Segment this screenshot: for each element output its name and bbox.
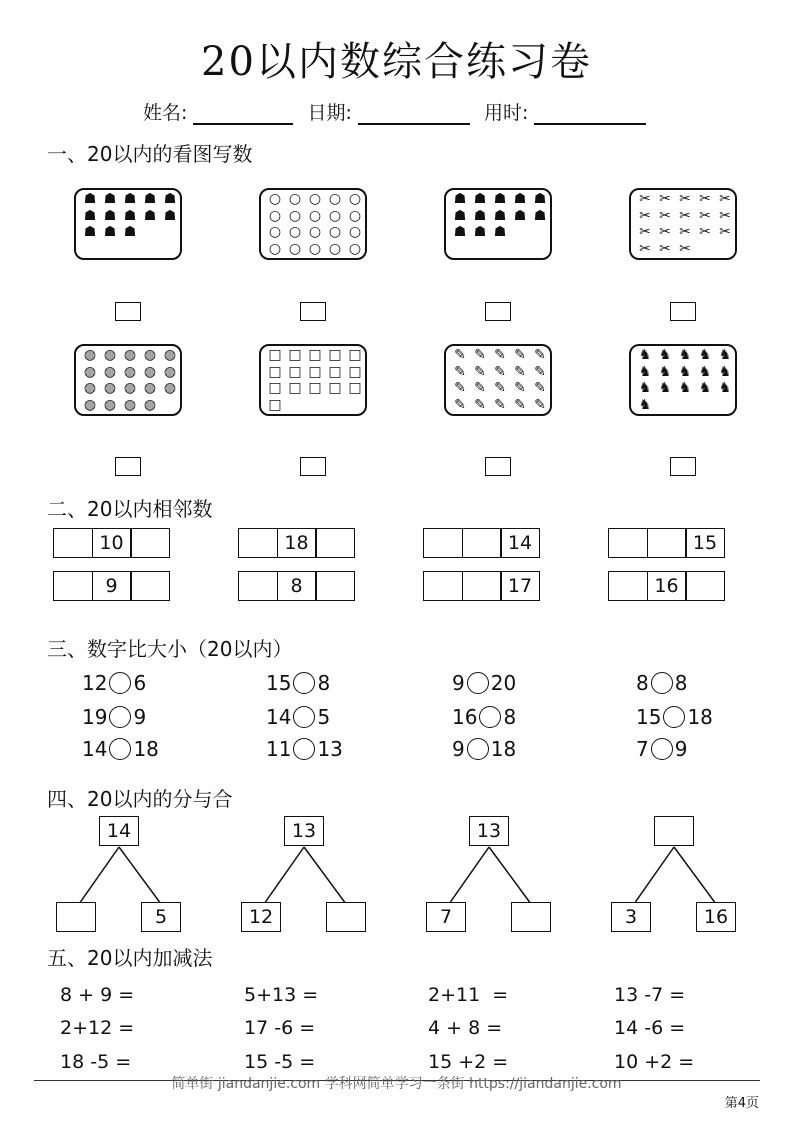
tree-top-box: 13 [469,816,509,846]
volleyball-icon: ◍ [123,380,137,396]
left-number: 14 [82,737,108,761]
picture-frame [259,188,367,260]
curling-stone-icon: ☗ [83,224,97,240]
square-icon: □ [288,347,302,363]
pencil-icon: ✎ [534,347,546,363]
curling-stone-icon: ☗ [453,224,467,240]
scissors-icon: ✂ [699,207,711,224]
tree-left-box: 7 [426,902,466,932]
blank-cell[interactable] [423,528,463,558]
equation: 14 -6 = [614,1017,686,1039]
chess-knight-icon: ♞ [678,380,692,396]
neighbor-strip [53,571,170,601]
pencil-icon: ✎ [454,347,466,363]
number-cell: 8 [277,571,317,601]
curling-stone-icon: ☗ [453,207,467,224]
chess-knight-icon: ♞ [698,380,712,396]
square-icon: □ [268,363,282,380]
picture-frame [74,344,182,416]
apple-icon: ○ [348,207,362,224]
compare-item [82,705,146,729]
square-icon: □ [288,363,302,380]
compare-circle[interactable] [293,706,315,728]
curling-stone-icon: ☗ [123,224,137,240]
apple-icon: ○ [348,191,362,207]
right-number: 18 [687,705,713,729]
compare-circle[interactable] [109,738,131,760]
pencil-icon: ✎ [474,380,486,396]
volleyball-icon: ◍ [143,380,157,396]
number-cell: 15 [685,528,725,558]
scissors-icon: ✂ [719,207,731,224]
right-number: 5 [317,705,331,729]
picture-frame [629,344,737,416]
chess-knight-icon: ♞ [638,380,652,396]
volleyball-icon: ◍ [103,347,117,363]
curling-stone-icon: ☗ [513,191,527,207]
number-cell: 9 [92,571,132,601]
compare-item [82,737,159,761]
picture-frame [444,344,552,416]
equation: 18 -5 = [60,1051,132,1073]
left-number: 15 [266,671,292,695]
blank-cell[interactable] [608,528,648,558]
curling-stone-icon: ☗ [103,207,117,224]
pencil-icon: ✎ [534,396,546,413]
equation: 2+11 = [428,984,509,1006]
compare-circle[interactable] [293,672,315,694]
left-number: 7 [636,737,649,761]
square-icon: □ [288,380,302,396]
pencil-icon: ✎ [494,380,506,396]
compare-item [636,705,713,729]
pencil-icon: ✎ [514,347,526,363]
compare-circle[interactable] [467,738,489,760]
scissors-icon: ✂ [639,191,651,207]
left-number: 12 [82,671,108,695]
neighbor-strip [423,528,540,558]
chess-knight-icon: ♞ [638,347,652,363]
answer-box[interactable] [115,302,141,321]
curling-stone-icon: ☗ [143,207,157,224]
compare-item [266,737,343,761]
pencil-icon: ✎ [494,347,506,363]
answer-box[interactable] [670,457,696,476]
pencil-icon: ✎ [534,363,546,380]
pencil-icon: ✎ [454,396,466,413]
square-icon: □ [308,363,322,380]
blank-cell[interactable] [130,571,170,601]
volleyball-icon: ◍ [143,396,157,413]
apple-icon: ○ [328,207,342,224]
picture-frame [259,344,367,416]
volleyball-icon: ◍ [163,363,177,380]
chess-knight-icon: ♞ [658,363,672,380]
right-number: 18 [133,737,159,761]
number-cell: 18 [277,528,317,558]
volleyball-icon: ◍ [83,380,97,396]
curling-stone-icon: ☗ [123,207,137,224]
scissors-icon: ✂ [679,207,691,224]
answer-box[interactable] [485,302,511,321]
curling-stone-icon: ☗ [493,207,507,224]
apple-icon: ○ [308,240,322,257]
info-line [143,98,646,125]
page-title: 20以内数综合练习卷 [201,39,592,85]
equation: 13 -7 = [614,984,686,1006]
curling-stone-icon: ☗ [143,191,157,207]
volleyball-icon: ◍ [103,380,117,396]
apple-icon: ○ [268,240,282,257]
blank-cell[interactable] [238,528,278,558]
compare-item [452,737,516,761]
tree-left-box[interactable] [56,902,96,932]
name-label: 姓名: [143,102,188,124]
page-number: 第4页 [724,1096,759,1111]
time-label: 用时: [484,102,529,124]
curling-stone-icon: ☗ [493,191,507,207]
tree-right-box: 16 [696,902,736,932]
tree-top-box: 14 [99,816,139,846]
curling-stone-icon: ☗ [123,191,137,207]
blank-cell[interactable] [423,571,463,601]
equation: 2+12 = [60,1017,135,1039]
scissors-icon: ✂ [679,240,691,257]
right-number: 18 [490,737,517,761]
tree-left-box: 12 [241,902,281,932]
right-number: 9 [133,705,147,729]
right-number: 9 [674,737,688,761]
scissors-icon: ✂ [639,240,651,257]
equation: 4 + 8 = [428,1017,503,1039]
square-icon: □ [268,347,282,363]
chess-knight-icon: ♞ [638,363,652,380]
date-label: 日期: [307,102,352,124]
blank-cell[interactable] [130,528,170,558]
picture-frame [74,188,182,260]
compare-circle[interactable] [109,672,131,694]
name-field[interactable] [193,105,293,125]
curling-stone-icon: ☗ [473,207,487,224]
chess-knight-icon: ♞ [718,347,732,363]
blank-cell[interactable] [315,528,355,558]
volleyball-icon: ◍ [83,347,97,363]
left-number: 9 [452,671,465,695]
neighbor-strip [608,528,725,558]
chess-knight-icon: ♞ [698,347,712,363]
blank-cell[interactable] [53,571,93,601]
right-number: 20 [490,671,517,695]
tree-right-box: 5 [141,902,181,932]
apple-icon: ○ [348,224,362,240]
volleyball-icon: ◍ [163,347,177,363]
scissors-icon: ✂ [699,191,711,207]
compare-circle[interactable] [663,706,685,728]
volleyball-icon: ◍ [143,347,157,363]
equation: 15 +2 = [428,1051,509,1073]
curling-stone-icon: ☗ [533,207,547,224]
chess-knight-icon: ♞ [678,363,692,380]
volleyball-icon: ◍ [143,363,157,380]
chess-knight-icon: ♞ [718,363,732,380]
answer-box[interactable] [115,457,141,476]
scissors-icon: ✂ [699,224,711,240]
curling-stone-icon: ☗ [473,191,487,207]
pencil-icon: ✎ [494,363,506,380]
left-number: 11 [266,737,292,761]
scissors-icon: ✂ [659,207,671,224]
curling-stone-icon: ☗ [83,207,97,224]
tree-right-box[interactable] [326,902,366,932]
apple-icon: ○ [348,240,362,257]
volleyball-icon: ◍ [103,396,117,413]
curling-stone-icon: ☗ [163,207,177,224]
volleyball-icon: ◍ [83,363,97,380]
volleyball-icon: ◍ [123,363,137,380]
curling-stone-icon: ☗ [473,224,487,240]
chess-knight-icon: ♞ [718,380,732,396]
equation: 17 -6 = [244,1017,316,1039]
tree-right-box[interactable] [511,902,551,932]
square-icon: □ [268,396,282,413]
apple-icon: ○ [268,207,282,224]
compare-item [452,705,516,729]
pencil-icon: ✎ [514,396,526,413]
time-field[interactable] [534,105,646,125]
section-5-heading: 五、20以内加减法 [47,946,213,970]
answer-box[interactable] [670,302,696,321]
apple-icon: ○ [268,191,282,207]
number-cell: 16 [647,571,687,601]
compare-item [82,671,146,695]
number-cell: 14 [500,528,540,558]
scissors-icon: ✂ [659,191,671,207]
square-icon: □ [348,363,362,380]
number-cell: 17 [500,571,540,601]
blank-cell[interactable] [462,528,502,558]
equation: 5+13 = [244,984,319,1006]
volleyball-icon: ◍ [163,380,177,396]
tree-top-box: 13 [284,816,324,846]
neighbor-strip [238,528,355,558]
neighbor-strip [423,571,540,601]
apple-icon: ○ [328,191,342,207]
square-icon: □ [328,363,342,380]
number-cell: 10 [92,528,132,558]
left-number: 19 [82,705,108,729]
compare-circle[interactable] [109,706,131,728]
compare-circle[interactable] [651,738,673,760]
square-icon: □ [308,347,322,363]
pencil-icon: ✎ [454,363,466,380]
compare-circle[interactable] [467,672,489,694]
curling-stone-icon: ☗ [453,191,467,207]
compare-item [452,671,516,695]
apple-icon: ○ [288,191,302,207]
blank-cell[interactable] [647,528,687,558]
tree-left-box: 3 [611,902,651,932]
right-number: 6 [133,671,147,695]
section-2-heading: 二、20以内相邻数 [47,497,213,521]
neighbor-strip [238,571,355,601]
neighbor-strip [53,528,170,558]
section-3-heading: 三、数字比大小（20以内） [47,637,293,661]
scissors-icon: ✂ [659,224,671,240]
pencil-icon: ✎ [514,363,526,380]
date-field[interactable] [358,105,470,125]
scissors-icon: ✂ [659,240,671,257]
apple-icon: ○ [288,240,302,257]
answer-box[interactable] [300,302,326,321]
compare-item [636,737,687,761]
section-1-heading: 一、20以内的看图写数 [47,142,253,166]
compare-circle[interactable] [651,672,673,694]
answer-box[interactable] [300,457,326,476]
equation: 15 -5 = [244,1051,316,1073]
left-number: 16 [452,705,478,729]
apple-icon: ○ [288,224,302,240]
right-number: 8 [674,671,688,695]
compare-circle[interactable] [293,738,315,760]
pencil-icon: ✎ [474,396,486,413]
answer-box[interactable] [485,457,511,476]
left-number: 15 [636,705,662,729]
equation: 10 +2 = [614,1051,695,1073]
curling-stone-icon: ☗ [533,191,547,207]
picture-frame [444,188,552,260]
compare-item [266,705,330,729]
volleyball-icon: ◍ [123,396,137,413]
pencil-icon: ✎ [454,380,466,396]
tree-top-box[interactable] [654,816,694,846]
volleyball-icon: ◍ [83,396,97,413]
curling-stone-icon: ☗ [83,191,97,207]
chess-knight-icon: ♞ [678,347,692,363]
scissors-icon: ✂ [679,191,691,207]
pencil-icon: ✎ [494,396,506,413]
apple-icon: ○ [328,224,342,240]
chess-knight-icon: ♞ [658,347,672,363]
scissors-icon: ✂ [639,207,651,224]
volleyball-icon: ◍ [103,363,117,380]
square-icon: □ [348,380,362,396]
chess-knight-icon: ♞ [658,380,672,396]
neighbor-strip [608,571,725,601]
right-number: 13 [317,737,343,761]
scissors-icon: ✂ [639,224,651,240]
right-number: 8 [317,671,331,695]
blank-cell[interactable] [315,571,355,601]
pencil-icon: ✎ [474,363,486,380]
apple-icon: ○ [308,224,322,240]
equation: 8 + 9 = [60,984,135,1006]
square-icon: □ [328,380,342,396]
chess-knight-icon: ♞ [698,363,712,380]
curling-stone-icon: ☗ [513,207,527,224]
compare-item [636,671,687,695]
blank-cell[interactable] [462,571,502,601]
square-icon: □ [268,380,282,396]
square-icon: □ [328,347,342,363]
blank-cell[interactable] [608,571,648,601]
apple-icon: ○ [288,207,302,224]
square-icon: □ [348,347,362,363]
pencil-icon: ✎ [534,380,546,396]
picture-frame [629,188,737,260]
blank-cell[interactable] [53,528,93,558]
curling-stone-icon: ☗ [493,224,507,240]
left-number: 14 [266,705,292,729]
apple-icon: ○ [308,191,322,207]
curling-stone-icon: ☗ [103,191,117,207]
blank-cell[interactable] [238,571,278,601]
section-4-heading: 四、20以内的分与合 [47,787,233,811]
compare-circle[interactable] [479,706,501,728]
right-number: 8 [503,705,517,729]
pencil-icon: ✎ [474,347,486,363]
volleyball-icon: ◍ [123,347,137,363]
scissors-icon: ✂ [719,224,731,240]
apple-icon: ○ [268,224,282,240]
left-number: 9 [452,737,465,761]
curling-stone-icon: ☗ [103,224,117,240]
apple-icon: ○ [328,240,342,257]
blank-cell[interactable] [685,571,725,601]
left-number: 8 [636,671,649,695]
apple-icon: ○ [308,207,322,224]
pencil-icon: ✎ [514,380,526,396]
scissors-icon: ✂ [679,224,691,240]
square-icon: □ [308,380,322,396]
compare-item [266,671,330,695]
curling-stone-icon: ☗ [163,191,177,207]
footer-text: 简单街 jiandanjie.com 学科网简单学习一条街 https://jiandanjie.com [171,1076,622,1092]
scissors-icon: ✂ [719,191,731,207]
chess-knight-icon: ♞ [638,396,652,413]
